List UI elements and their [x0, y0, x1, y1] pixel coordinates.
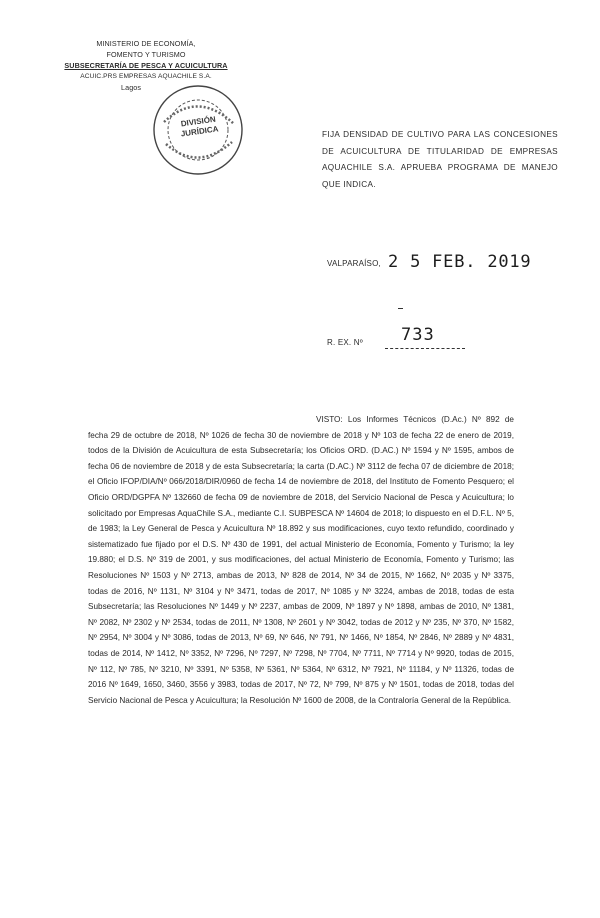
visto-paragraph: VISTO: Los Informes Técnicos (D.Ac.) Nº 892 de fecha 29 de octubre de 2018, Nº 1026 de fecha 30 de noviembre de 2018 y Nº 103 de fecha 22 de enero de 2019, todos de la División de Acuicultura de esta Subsecretaría; los Oficios ORD. (D.AC.) Nº 1594 y Nº 1595, ambos de fecha 06 de noviembre de 2018 y de esta Subsecretaría; la carta (D.AC.) Nº 3112 de fecha 07 de diciembre de 2018; el Oficio IFOP/DIA/Nº 066/2018/DIR/0960 de fecha 14 de noviembre de 2018, del Instituto de Fomento Pesquero; el Oficio ORD/DGPFA Nº 132660 de fecha 09 de noviembre de 2018, del Servicio Nacional de Pesca y Acuicultura; lo solicitado por Empresas AquaChile S.A., mediante C.I. SUBPESCA Nº 14604 de 2018; lo dispuesto en el D.F.L. Nº 5, de 1983; la Ley General de Pesca y Acuicultura Nº 18.892 y sus modificaciones, cuyo texto refundido, coordinado y sistematizado fue fijado por el D.S. Nº 430 de 1991, del actual Ministerio de Economía, Fomento y Turismo; la ley 19.880; el D.S. Nº 319 de 2001, y sus modificaciones, del actual Ministerio de Economía, Fomento y Turismo; las Resoluciones Nº 1503 y Nº 2713, ambas de 2013, Nº 828 de 2014, Nº 34 de 2015, Nº 1662, Nº 2035 y Nº 3375, todas de 2016, Nº 1131, Nº 3104 y Nº 3471, todas de 2017, Nº 1085 y Nº 3224, ambas de 2018, todas de esta Subsecretaría; las Resoluciones Nº 1449 y Nº 2237, ambas de 2009, Nº 1897 y Nº 1898, ambas de 2010, Nº 1381, Nº 2082, Nº 2302 y Nº 2534, todas de 2011, Nº 1308, Nº 2601 y Nº 3042, todas de 2012 y Nº 235, Nº 370, Nº 1582, Nº 2954, Nº 3004 y Nº 3086, todas de 2013, Nº 69, Nº 646, Nº 791, Nº 1466, Nº 1854, Nº 2846, Nº 2889 y Nº 4831, todas de 2014, Nº 1412, Nº 3352, Nº 7296, Nº 7297, Nº 7298, Nº 7704, Nº 7711, Nº 7714 y Nº 9920, todas de 2015, Nº 112, Nº 785, Nº 3210, Nº 3391, Nº 5358, Nº 5361, Nº 5364, Nº 6312, Nº 7921, Nº 11184, y Nº 11326, todas de 2016 Nº 1649, 1650, 3460, 3556 y 3983, todas de 2017, Nº 72, Nº 799, Nº 875 y Nº 1501, todas de 2018, todas del Servicio Nacional de Pesca y Acuicultura; la Resolución Nº 1600 de 2008, de la Contraloría General de la República. [88, 415, 514, 705]
stamp-line-1: DIVISIÓN [180, 114, 217, 129]
resolution-title: FIJA DENSIDAD DE CULTIVO PARA LAS CONCESIONES DE ACUICULTURA DE TITULARIDAD DE EMPRESAS AQUACHILE S.A. APRUEBA PROGRAMA DE MANEJO QUE INDICA. [322, 130, 558, 189]
undersecretariat-line: SUBSECRETARÍA DE PESCA Y ACUICULTURA [64, 61, 228, 70]
ministry-subline: FOMENTO Y TURISMO [106, 50, 186, 59]
mark-dash [398, 308, 403, 309]
stamp-line-2: JURÍDICA [180, 124, 219, 139]
region-line: Lagos [121, 83, 142, 92]
date-stamp: 2 5 FEB. 2019 [388, 252, 532, 272]
ministry-line: MINISTERIO DE ECONOMÍA, [96, 39, 196, 48]
resolution-number: 733 [401, 325, 435, 345]
place-label: VALPARAÍSO, [327, 259, 381, 268]
resolution-number-label: R. EX. Nº [327, 338, 363, 347]
file-reference-line: ACUIC.PRS EMPRESAS AQUACHILE S.A. [80, 73, 212, 80]
resolution-number-line [385, 348, 465, 349]
